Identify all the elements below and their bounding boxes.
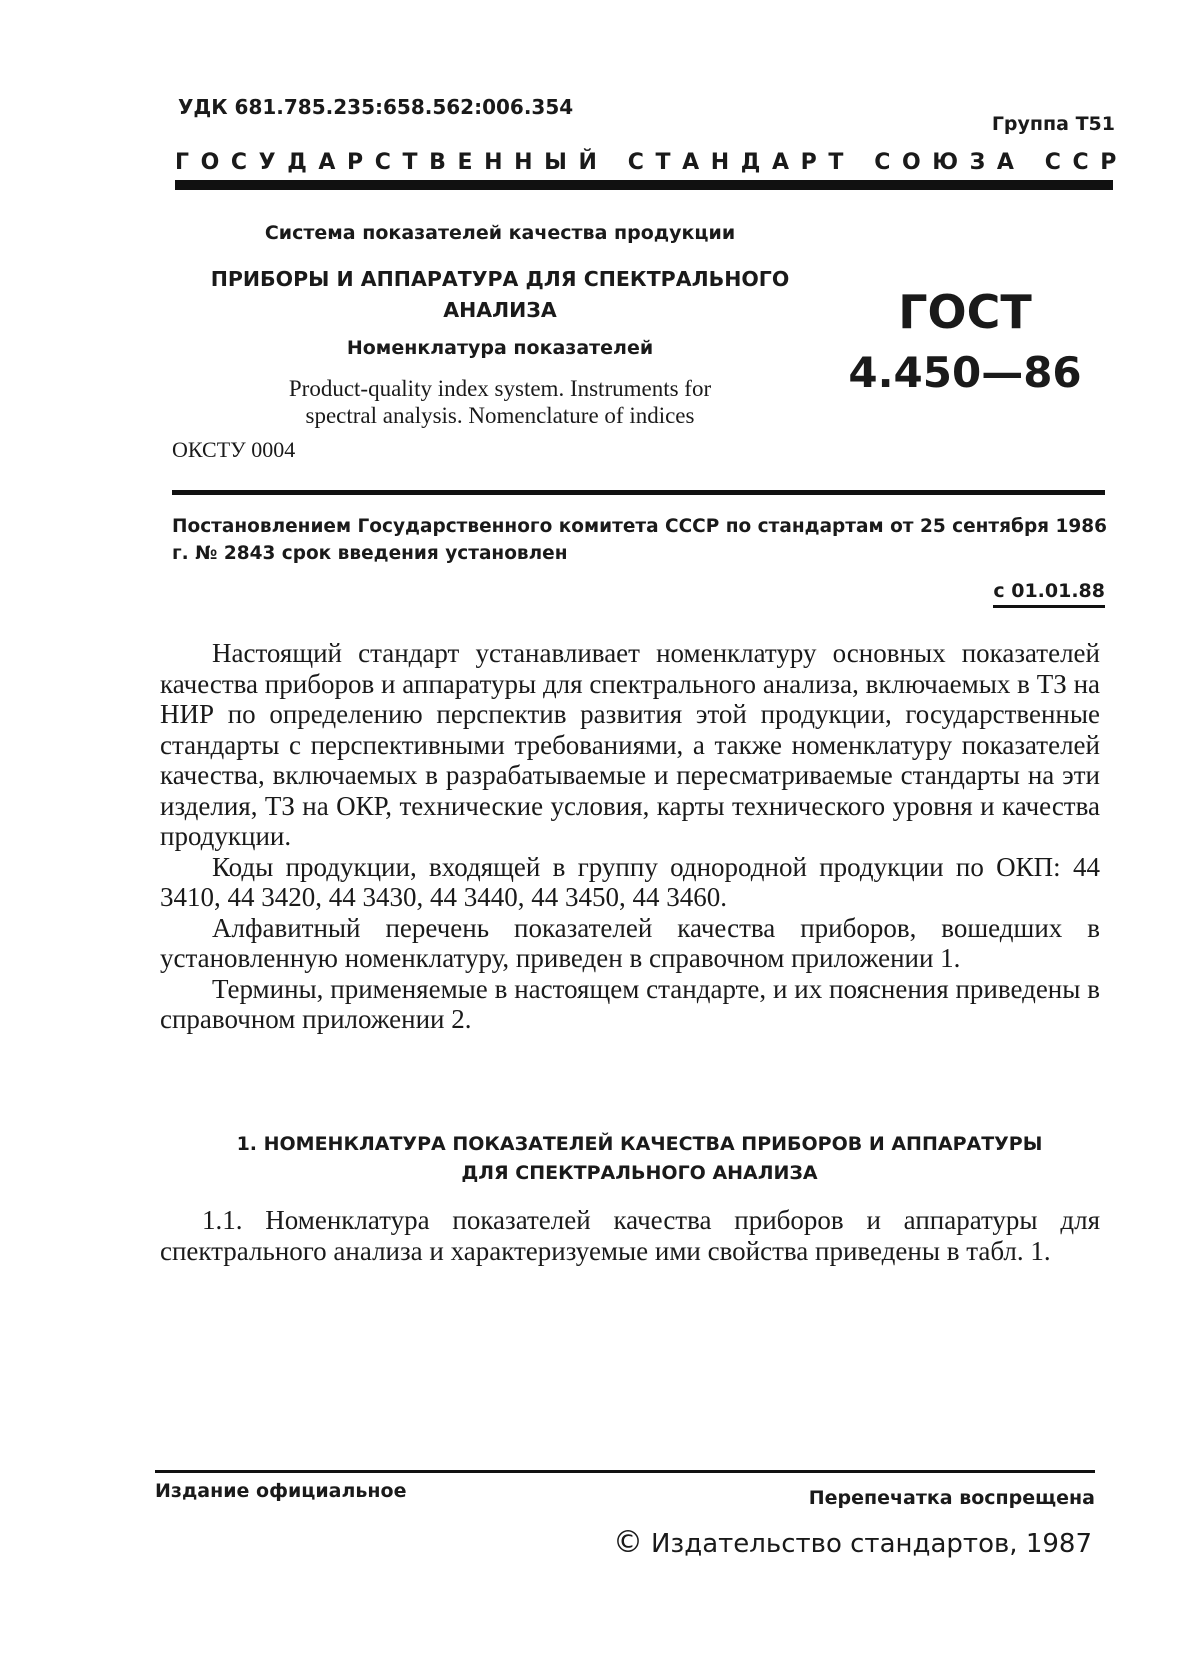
gost-label: ГОСТ <box>898 285 1032 339</box>
paragraph: 1.1. Номенклатура показателей качества приборов и аппаратуры для спектрального анализа и характеризуемые ими свойства приведены в табл. 1. <box>160 1205 1100 1266</box>
udk-code: УДК 681.785.235:658.562:006.354 <box>178 95 574 119</box>
english-line-1: Product-quality index system. Instruments for <box>288 376 712 401</box>
official-edition-label: Издание официальное <box>155 1480 407 1502</box>
english-title <box>190 375 810 429</box>
section-heading <box>172 1130 1107 1188</box>
reprint-prohibited-label: Перепечатка воспрещена <box>808 1487 1095 1509</box>
gost-number: 4.450—86 <box>848 348 1082 397</box>
header-divider <box>175 180 1113 190</box>
clause-1-1 <box>160 1205 1100 1266</box>
paragraph: Настоящий стандарт устанавливает номенклатуру основных показателей качества приборов и аппаратуры для спектрального анализа, включаемых в ТЗ на НИР по определению перспектив развития этой продукции, государственные стандарты с перспективными требованиями, а также номенклатуру показателей качества, включаемых в разрабатываемые и пересматриваемые стандарты на эти изделия, ТЗ на ОКР, технические условия, карты технического уровня и качества продукции. <box>160 638 1100 851</box>
effective-date: с 01.01.88 <box>993 580 1105 602</box>
copyright-text: Издательство стандартов, 1987 <box>650 1529 1092 1559</box>
group-code: Группа Т51 <box>991 113 1115 135</box>
title-line-2: АНАЛИЗА <box>443 298 557 322</box>
title-divider <box>172 490 1105 495</box>
english-line-2: spectral analysis. Nomenclature of indices <box>305 403 695 428</box>
copyright-line <box>613 1525 1092 1560</box>
paragraph: Термины, применяемые в настоящем стандарте, и их пояснения приведены в справочном приложении 2. <box>160 973 1100 1034</box>
okstu-code: ОКСТУ 0004 <box>172 437 296 462</box>
section-heading-line-1: 1. НОМЕНКЛАТУРА ПОКАЗАТЕЛЕЙ КАЧЕСТВА ПРИБОРОВ И АППАРАТУРЫ <box>236 1133 1043 1155</box>
subtitle: Номенклатура показателей <box>346 337 654 359</box>
document-title <box>190 264 810 326</box>
effective-date-underline <box>993 605 1105 608</box>
paragraph: Коды продукции, входящей в группу однородной продукции по ОКП: 44 3410, 44 3420, 44 3430, 44 3440, 44 3450, 44 3460. <box>160 851 1100 912</box>
state-standard-banner: ГОСУДАРСТВЕННЫЙ СТАНДАРТ СОЮЗА ССР <box>175 150 1129 175</box>
copyright-icon: © <box>612 1525 643 1560</box>
paragraph: Алфавитный перечень показателей качества приборов, вошедших в установленную номенклатуру, приведен в справочном приложении 1. <box>160 912 1100 973</box>
title-line-1: ПРИБОРЫ И АППАРАТУРА ДЛЯ СПЕКТРАЛЬНОГО <box>210 267 790 291</box>
decree-text: Постановлением Государственного комитета СССР по стандартам от 25 сентября 1986 г. № 2843 срок введения установлен <box>172 516 1107 564</box>
system-title: Система показателей качества продукции <box>264 222 736 244</box>
section-heading-line-2: ДЛЯ СПЕКТРАЛЬНОГО АНАЛИЗА <box>461 1162 818 1184</box>
footer-divider <box>155 1470 1095 1473</box>
intro-body <box>160 638 1100 1035</box>
